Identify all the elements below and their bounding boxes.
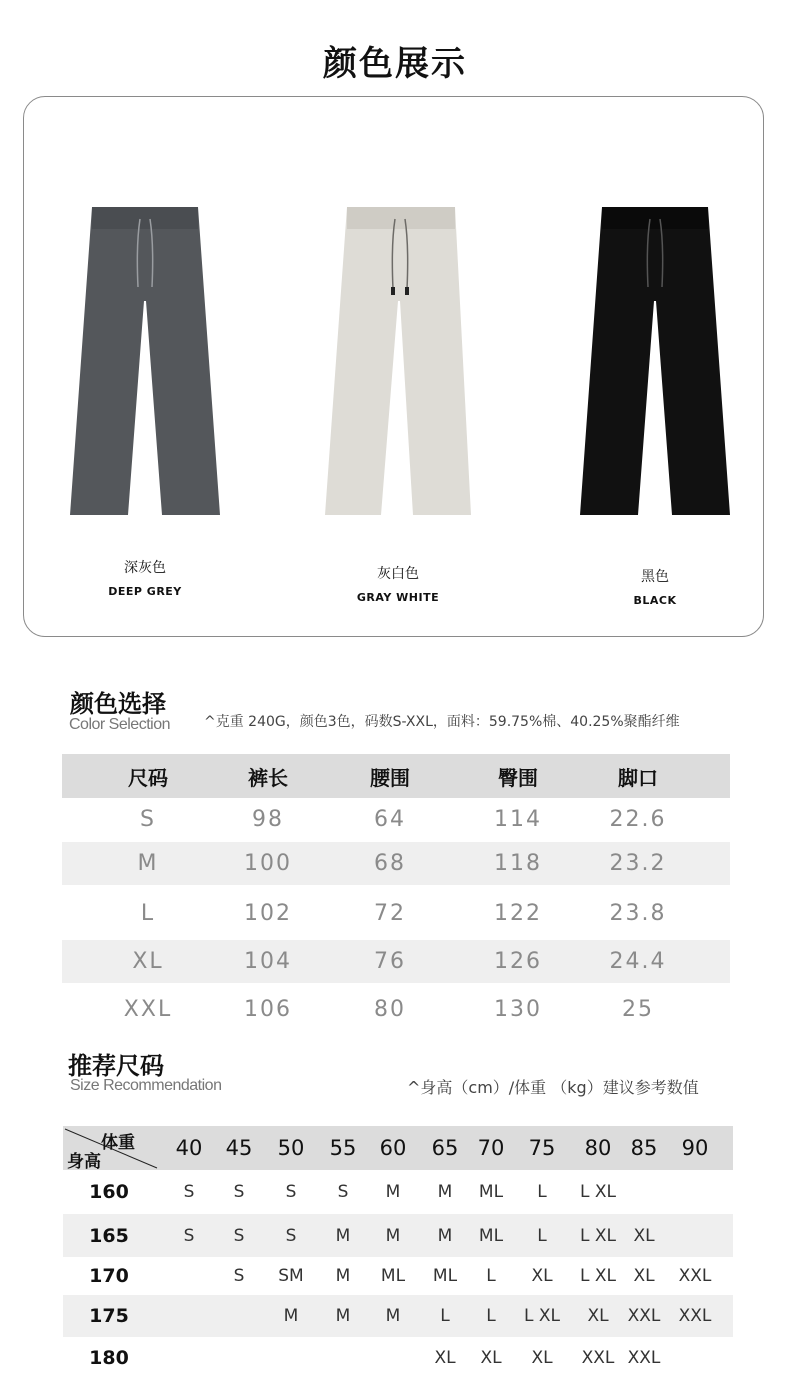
cell-hem: 23.8: [609, 901, 667, 926]
corner-height-label: 身高: [67, 1152, 101, 1172]
recommended-size-cell: S: [233, 1182, 245, 1202]
color-selection-title: 颜色选择: [70, 690, 166, 718]
recommended-size-cell: [318, 1337, 368, 1379]
color-name-cn: 灰白色: [377, 566, 419, 582]
pants-gray-white-image: [323, 205, 473, 517]
size-table: [62, 754, 730, 1031]
recommended-size-cell: ML: [478, 1182, 504, 1202]
recommended-size-cell: M: [437, 1182, 453, 1202]
size-table-header: [62, 754, 730, 798]
height-cell: 180: [89, 1347, 129, 1369]
recommended-size-cell: S: [285, 1182, 297, 1202]
recommended-size-cell: S: [337, 1182, 349, 1202]
weight-header: 40: [175, 1136, 203, 1160]
cell-hem: 22.6: [609, 806, 667, 832]
cell-hem: 24.4: [609, 949, 667, 974]
cell-length: 106: [244, 997, 292, 1022]
recommended-size-cell: M: [385, 1225, 401, 1246]
table-row: [62, 988, 730, 1031]
cell-size: S: [140, 806, 156, 832]
recommended-size-cell: XL: [633, 1266, 655, 1286]
cell-hip: 118: [494, 851, 542, 876]
cell-size: XL: [132, 949, 164, 974]
recommended-size-cell: XXL: [678, 1306, 712, 1326]
header-length: 裤长: [248, 765, 288, 790]
color-name-cn: 黑色: [641, 569, 669, 585]
recommended-size-cell: M: [335, 1225, 351, 1246]
cell-waist: 76: [374, 949, 406, 974]
cell-hip: 122: [494, 901, 542, 926]
weight-header: 45: [225, 1136, 253, 1160]
recommended-size-cell: XXL: [627, 1348, 661, 1368]
recommended-size-cell: M: [385, 1182, 401, 1202]
recommended-size-cell: [266, 1337, 316, 1379]
product-black: [555, 205, 755, 607]
color-name-en: BLACK: [633, 594, 677, 607]
color-name-en: DEEP GREY: [108, 585, 182, 598]
recommended-size-cell: XL: [531, 1348, 553, 1368]
header-waist: 腰围: [370, 765, 410, 790]
recommended-size-cell: [619, 1170, 669, 1214]
recommendation-row: [63, 1214, 733, 1257]
header-hem: 脚口: [618, 765, 658, 790]
recommended-size-cell: S: [183, 1225, 195, 1246]
recommended-size-cell: [368, 1337, 418, 1379]
cell-length: 104: [244, 949, 292, 974]
recommended-size-cell: ML: [432, 1266, 458, 1286]
recommendation-header: [63, 1126, 733, 1170]
weight-header: 85: [630, 1136, 658, 1160]
recommended-size-cell: XL: [531, 1266, 553, 1286]
weight-header: 90: [681, 1136, 709, 1160]
cell-size: XXL: [123, 997, 173, 1022]
recommended-size-cell: L: [537, 1182, 547, 1202]
table-row: [62, 892, 730, 935]
table-row: [62, 940, 730, 983]
color-selection-subtitle: Color Selection: [69, 716, 170, 733]
recommended-size-cell: XL: [434, 1348, 456, 1368]
recommended-size-cell: M: [437, 1225, 453, 1246]
cell-hem: 25: [622, 997, 654, 1022]
weight-header: 50: [277, 1136, 305, 1160]
page-title: 颜色展示: [323, 44, 467, 84]
cell-hip: 114: [494, 806, 542, 832]
cell-waist: 80: [374, 997, 406, 1022]
cell-waist: 68: [374, 851, 406, 876]
recommended-size-cell: [214, 1337, 264, 1379]
corner-weight-label: 体重: [101, 1133, 135, 1153]
recommended-size-cell: L: [486, 1306, 496, 1326]
height-cell: 160: [89, 1181, 129, 1203]
recommended-size-cell: XXL: [581, 1348, 615, 1368]
recommended-size-cell: [670, 1170, 720, 1214]
pants-deep-grey-image: [70, 205, 220, 517]
weight-header: 55: [329, 1136, 357, 1160]
recommended-size-cell: XL: [480, 1348, 502, 1368]
cell-length: 98: [252, 806, 284, 832]
table-row: [62, 798, 730, 840]
color-name-en: GRAY WHITE: [356, 591, 440, 604]
recommendation-row: [63, 1337, 733, 1379]
cell-size: L: [140, 901, 156, 926]
recommendation-row: [63, 1170, 733, 1214]
product-gray-white: [298, 205, 498, 604]
cell-hip: 126: [494, 949, 542, 974]
recommended-size-cell: L XL: [524, 1306, 560, 1326]
height-cell: 175: [89, 1305, 129, 1327]
header-size: 尺码: [128, 765, 168, 790]
recommendation-row: [63, 1257, 733, 1295]
recommended-size-cell: SM: [278, 1266, 304, 1286]
recommended-size-cell: M: [283, 1306, 299, 1326]
recommended-size-cell: M: [385, 1306, 401, 1326]
recommended-size-cell: L XL: [580, 1266, 616, 1286]
cell-hip: 130: [494, 997, 542, 1022]
color-selection-note: ^克重 240G，颜色3色，码数S-XXL，面料：59.75%棉、40.25%聚酯纤维: [204, 714, 680, 730]
pants-black-image: [580, 205, 730, 517]
table-row: [62, 842, 730, 885]
recommended-size-cell: [164, 1257, 214, 1295]
recommended-size-cell: S: [285, 1225, 297, 1246]
cell-length: 102: [244, 901, 292, 926]
recommended-size-cell: L: [486, 1266, 496, 1286]
recommended-size-cell: XL: [633, 1225, 655, 1246]
size-recommendation-note: ^身高（cm）/体重 （kg）建议参考数值: [407, 1078, 699, 1097]
size-recommendation-title: 推荐尺码: [68, 1052, 164, 1080]
recommended-size-cell: S: [233, 1266, 245, 1286]
recommended-size-cell: S: [183, 1182, 195, 1202]
recommended-size-cell: ML: [380, 1266, 406, 1286]
recommended-size-cell: [164, 1295, 214, 1337]
weight-header: 65: [431, 1136, 459, 1160]
cell-waist: 64: [374, 806, 406, 832]
size-recommendation-table: [63, 1126, 733, 1379]
recommended-size-cell: L XL: [580, 1182, 616, 1202]
recommended-size-cell: ML: [478, 1225, 504, 1246]
recommended-size-cell: M: [335, 1306, 351, 1326]
size-recommendation-subtitle: Size Recommendation: [70, 1077, 222, 1094]
recommended-size-cell: XXL: [627, 1306, 661, 1326]
weight-header: 70: [477, 1136, 505, 1160]
recommended-size-cell: [164, 1337, 214, 1379]
cell-waist: 72: [374, 901, 406, 926]
height-cell: 170: [89, 1265, 129, 1287]
recommended-size-cell: L XL: [580, 1225, 616, 1246]
recommended-size-cell: [670, 1214, 720, 1257]
recommended-size-cell: XL: [587, 1306, 609, 1326]
weight-header: 75: [528, 1136, 556, 1160]
color-name-cn: 深灰色: [124, 560, 166, 576]
recommended-size-cell: [214, 1295, 264, 1337]
cell-size: M: [137, 851, 159, 876]
recommended-size-cell: M: [335, 1266, 351, 1286]
weight-header: 60: [379, 1136, 407, 1160]
recommendation-row: [63, 1295, 733, 1337]
cell-length: 100: [244, 851, 292, 876]
recommended-size-cell: [670, 1337, 720, 1379]
product-deep-grey: [45, 205, 245, 598]
recommended-size-cell: XXL: [678, 1266, 712, 1286]
recommended-size-cell: L: [440, 1306, 450, 1326]
cell-hem: 23.2: [609, 851, 667, 876]
height-cell: 165: [89, 1224, 129, 1247]
recommended-size-cell: S: [233, 1225, 245, 1246]
recommended-size-cell: L: [537, 1225, 547, 1246]
weight-header: 80: [584, 1136, 612, 1160]
header-hip: 臀围: [498, 765, 538, 790]
